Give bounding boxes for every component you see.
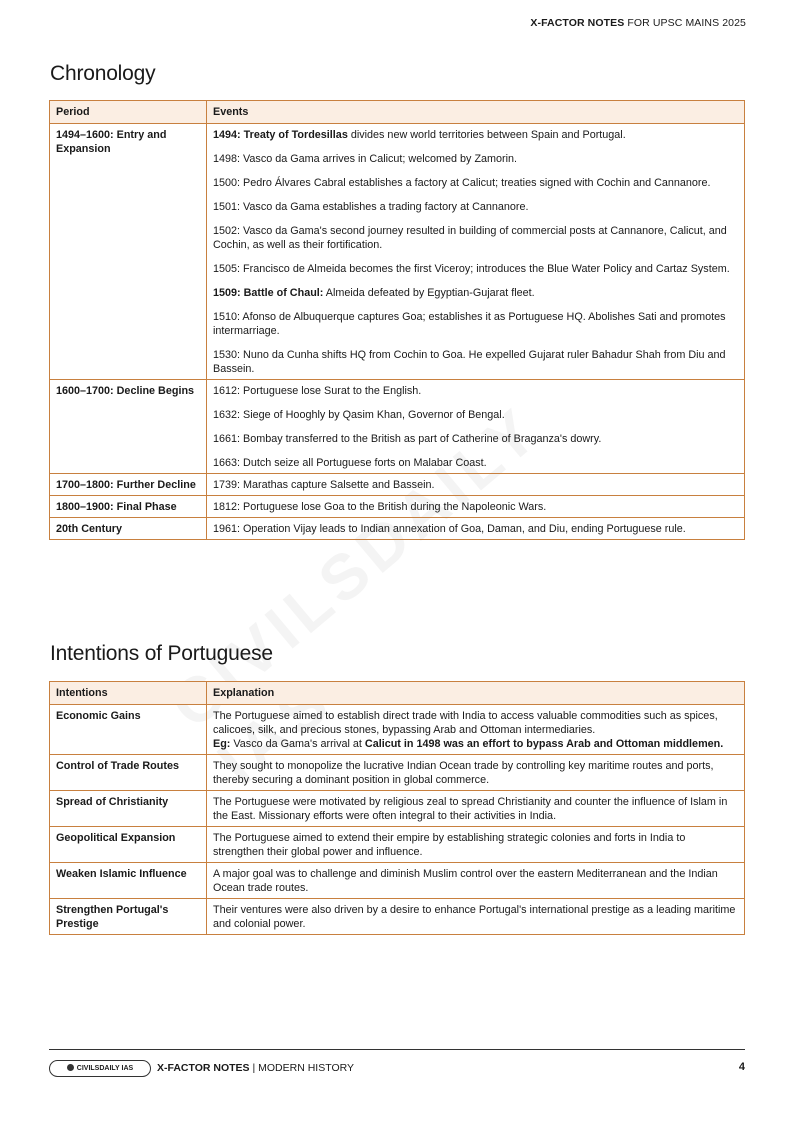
event-text: divides new world territories between Spain and Portugal. [347,129,626,141]
footer-title [157,1062,354,1074]
event-item: 1661: Bombay transferred to the British as part of Catherine of Braganza's dowry. [213,433,602,445]
event-item: 1505: Francisco de Almeida becomes the first Viceroy; introduces the Blue Water Policy and Cartaz System. [213,263,730,275]
period-cell: 1700–1800: Further Decline [50,474,207,496]
event-item [213,286,738,300]
table-row [50,124,745,380]
period-cell: 1800–1900: Final Phase [50,496,207,518]
explanation-cell: A major goal was to challenge and diminish Muslim control over the eastern Mediterranean and the Indian Ocean trade routes. [207,863,745,899]
intention-cell: Geopolitical Expansion [50,827,207,863]
page-footer [49,1060,745,1080]
events-cell [207,474,745,496]
event-item: 1498: Vasco da Gama arrives in Calicut; welcomed by Zamorin. [213,153,518,165]
footer-brand: X-FACTOR NOTES [157,1062,250,1074]
table-row [50,518,745,540]
event-item: 1739: Marathas capture Salsette and Bassein. [213,479,435,491]
period-cell: 1494–1600: Entry and Expansion [50,124,207,380]
footer-separator: | [252,1062,256,1074]
running-header [530,17,746,29]
period-cell: 20th Century [50,518,207,540]
column-header-intentions: Intentions [50,682,207,705]
example-label: Eg: [213,738,231,750]
explanation-cell: Their ventures were also driven by a desire to enhance Portugal's international prestige as a leading maritime and colonial power. [207,899,745,935]
explanation-cell: The Portuguese were motivated by religious zeal to spread Christianity and counter the influence of Islam in the East. Missionary efforts were often integral to their activities in India. [207,791,745,827]
table-row [50,827,745,863]
explanation-text: The Portuguese aimed to establish direct trade with India to access valuable commodities such as spices, calicoes, silk, and precious stones, bypassing Arab and Ottoman intermediaries. [213,710,718,736]
event-item: 1961: Operation Vijay leads to Indian annexation of Goa, Daman, and Diu, ending Portuguese rule. [213,523,686,535]
example-text: Vasco da Gama's arrival at [230,738,365,750]
event-item: 1530: Nuno da Cunha shifts HQ from Cochin to Goa. He expelled Gujarat ruler Bahadur Shah from Diu and Bassein. [213,349,726,375]
chronology-table [49,100,745,540]
table-row [50,705,745,755]
intentions-title: Intentions of Portuguese [50,642,273,665]
intention-cell: Weaken Islamic Influence [50,863,207,899]
event-bold: 1494: Treaty of Tordesillas [213,129,348,141]
event-bold: 1509: Battle of Chaul: [213,287,324,299]
event-item: 1500: Pedro Álvares Cabral establishes a factory at Calicut; treaties signed with Cochin and Cannanore. [213,177,711,189]
event-item: 1612: Portuguese lose Surat to the English. [213,385,422,397]
page-number: 4 [738,1061,745,1073]
intention-cell: Spread of Christianity [50,791,207,827]
explanation-cell: They sought to monopolize the lucrative Indian Ocean trade by controlling key maritime routes and ports, thereby securing a dominant position in global commerce. [207,755,745,791]
table-row [50,899,745,935]
intention-cell: Economic Gains [50,705,207,755]
table-row [50,863,745,899]
table-row [50,380,745,474]
explanation-cell [207,705,745,755]
intention-cell: Strengthen Portugal's Prestige [50,899,207,935]
events-cell [207,496,745,518]
table-row [50,755,745,791]
event-item: 1502: Vasco da Gama's second journey resulted in building of commercial posts at Cannanore, Calicut, and Cochin, as well as their fortification. [213,225,727,251]
footer-divider [49,1049,745,1050]
event-text: Almeida defeated by Egyptian-Gujarat fleet. [323,287,535,299]
table-row [50,791,745,827]
events-cell [207,380,745,474]
table-row [50,496,745,518]
table-header-row [50,682,745,705]
column-header-period: Period [50,101,207,124]
table-header-row [50,101,745,124]
event-item: 1632: Siege of Hooghly by Qasim Khan, Governor of Bengal. [213,409,505,421]
event-item: 1510: Afonso de Albuquerque captures Goa; establishes it as Portuguese HQ. Abolishes Sati and promotes intermarriage. [213,311,726,337]
events-cell [207,124,745,380]
column-header-explanation: Explanation [207,682,745,705]
header-brand: X-FACTOR NOTES [530,17,625,29]
logo-text: CIVILSDAILY IAS [76,1065,134,1072]
explanation-cell: The Portuguese aimed to extend their empire by establishing strategic colonies and forts in India to strengthen their global power and influence. [207,827,745,863]
intentions-table [49,681,745,935]
column-header-events: Events [207,101,745,124]
brand-logo [49,1060,151,1077]
footer-subject: MODERN HISTORY [258,1062,355,1074]
event-item [213,128,738,142]
intention-cell: Control of Trade Routes [50,755,207,791]
header-subtitle: FOR UPSC MAINS 2025 [627,17,746,29]
logo-icon [67,1064,74,1071]
event-item: 1812: Portuguese lose Goa to the British during the Napoleonic Wars. [213,501,547,513]
example-bold: Calicut in 1498 was an effort to bypass Arab and Ottoman middlemen. [364,738,724,750]
period-cell: 1600–1700: Decline Begins [50,380,207,474]
event-item: 1663: Dutch seize all Portuguese forts on Malabar Coast. [213,457,487,469]
chronology-title: Chronology [50,62,156,85]
events-cell [207,518,745,540]
event-item: 1501: Vasco da Gama establishes a trading factory at Cannanore. [213,201,529,213]
table-row [50,474,745,496]
